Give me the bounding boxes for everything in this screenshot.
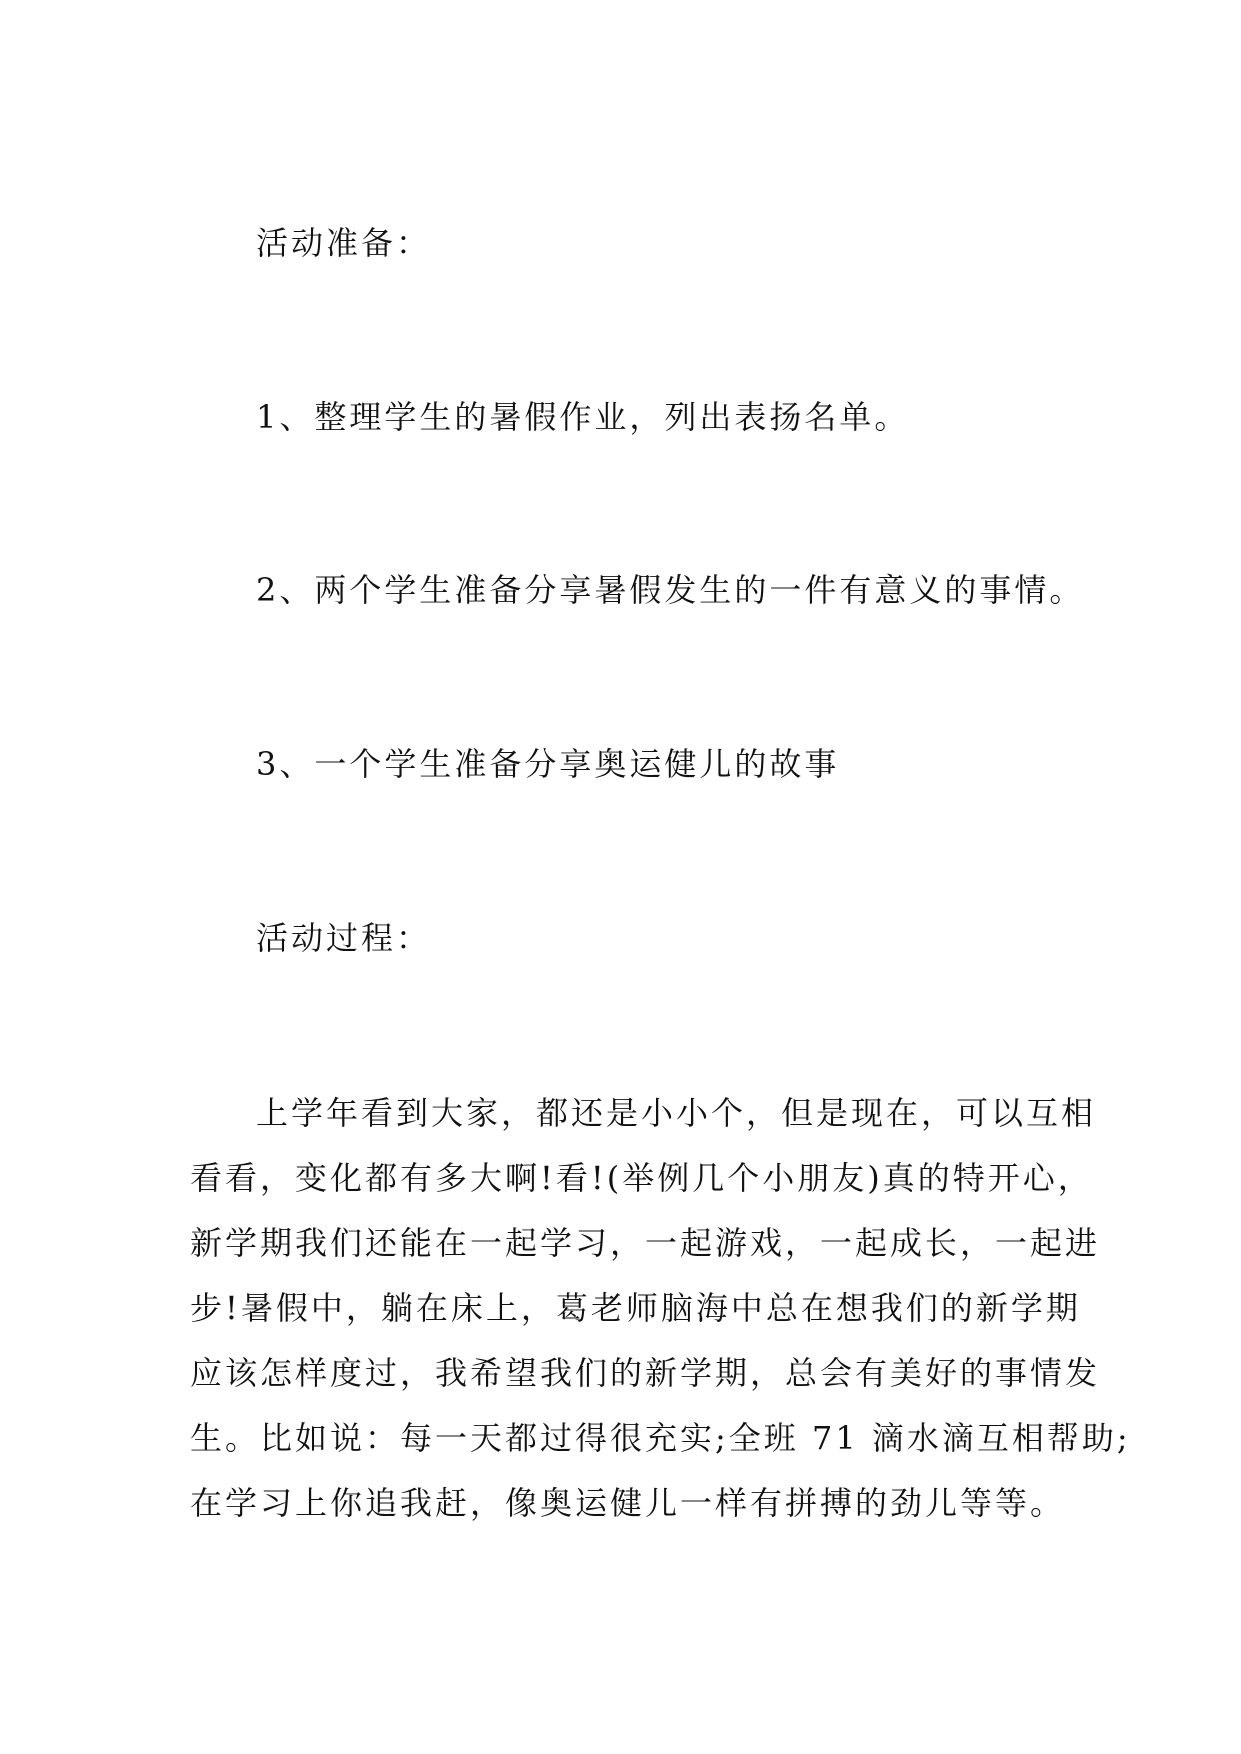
paragraph-line: 上学年看到大家，都还是小小个，但是现在，可以互相 xyxy=(256,1094,1097,1132)
preparation-item: 2、两个学生准备分享暑假发生的一件有意义的事情。 xyxy=(256,571,1085,609)
paragraph-line: 步!暑假中，躺在床上，葛老师脑海中总在想我们的新学期 xyxy=(190,1289,1081,1327)
process-paragraph xyxy=(190,1093,1131,1548)
paragraph-line: 应该怎样度过，我希望我们的新学期，总会有美好的事情发 xyxy=(190,1354,1101,1392)
preparation-item: 1、整理学生的暑假作业，列出表扬名单。 xyxy=(256,398,910,436)
heading-preparation: 活动准备： xyxy=(256,224,432,262)
heading-process: 活动过程： xyxy=(256,919,432,957)
paragraph-line: 生。比如说：每一天都过得很充实;全班 71 滴水滴互相帮助; xyxy=(190,1419,1131,1457)
preparation-item: 3、一个学生准备分享奥运健儿的故事 xyxy=(256,745,840,783)
paragraph-line: 看看，变化都有多大啊!看!(举例几个小朋友)真的特开心， xyxy=(190,1159,1093,1197)
paragraph-line: 在学习上你追我赶，像奥运健儿一样有拼搏的劲儿等等。 xyxy=(190,1484,1066,1522)
paragraph-line: 新学期我们还能在一起学习，一起游戏，一起成长，一起进 xyxy=(190,1224,1101,1262)
